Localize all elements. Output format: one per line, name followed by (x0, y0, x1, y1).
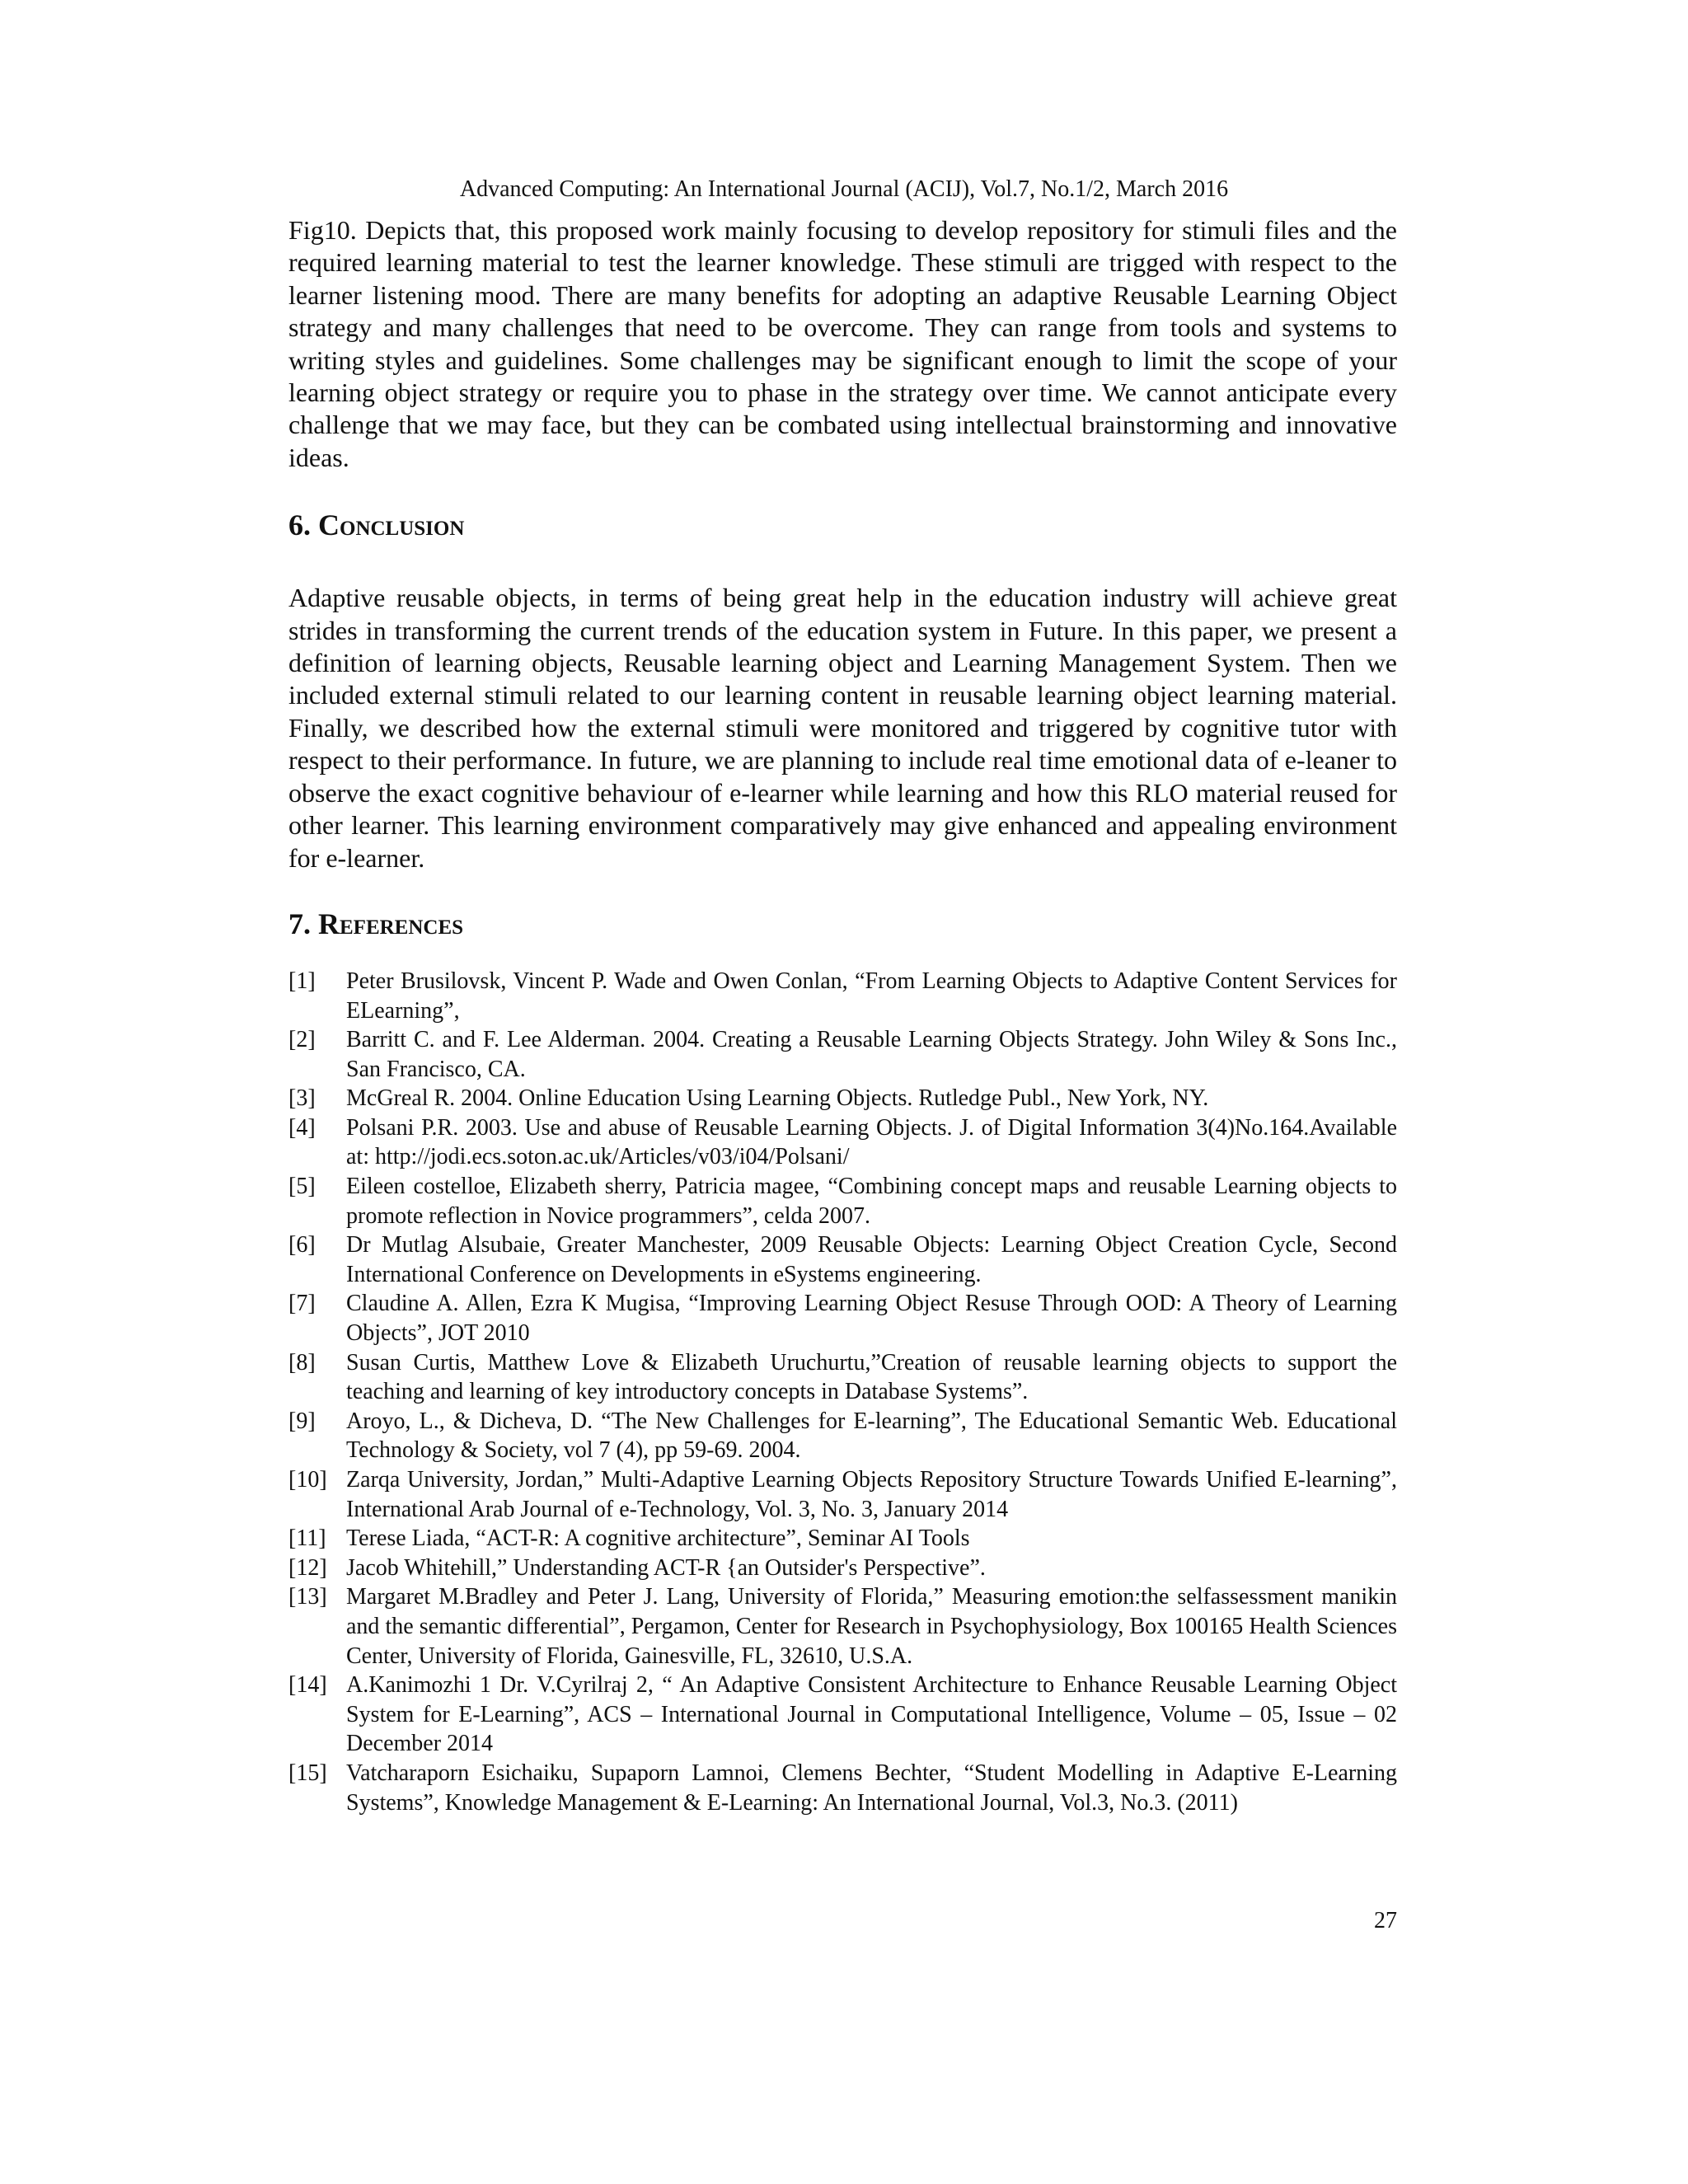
reference-text: Terese Liada, “ACT-R: A cognitive architecture”, Seminar AI Tools (346, 1526, 970, 1552)
reference-text: Susan Curtis, Matthew Love & Elizabeth Uruchurtu,”Creation of reusable learning objects to support the teaching and learning of key introductory concepts in Database Systems”. (346, 1349, 1397, 1405)
reference-list (288, 967, 1397, 1817)
reference-text: Barritt C. and F. Lee Alderman. 2004. Creating a Reusable Learning Objects Strategy. John Wiley & Sons Inc., San Francisco, CA. (346, 1027, 1397, 1082)
reference-text: Margaret M.Bradley and Peter J. Lang, University of Florida,” Measuring emotion:the selfassessment manikin and the semantic differential”, Pergamon, Center for Research in Psychophysiology, Box 100165 Health Sciences Center, University of Florida, Gainesville, FL, 32610, U.S.A. (346, 1584, 1397, 1669)
reference-number: [14] (288, 1672, 327, 1699)
reference-number: [5] (288, 1174, 316, 1200)
reference-item (288, 1348, 1397, 1407)
conclusion-heading: 6. Conclusion (288, 509, 465, 542)
reference-text: Dr Mutlag Alsubaie, Greater Manchester, 2009 Reusable Objects: Learning Object Creation Cycle, Second International Conference on Developments in eSystems engineering. (346, 1232, 1397, 1287)
conclusion-paragraph: Adaptive reusable objects, in terms of being great help in the education industry will achieve great strides in transforming the current trends of the education system in Future. In this paper, we present a definition of learning objects, Reusable learning object and Learning Management System. Then we included external stimuli related to our learning content in reusable learning object learning material. Finally, we described how the external stimuli were monitored and triggered by cognitive tutor with respect to their performance. In future, we are planning to include real time emotional data of e-leaner to observe the exact cognitive behaviour of e-learner while learning and how this RLO material reused for other learner. This learning environment comparatively may give enhanced and appealing environment for e-learner. (288, 583, 1397, 873)
intro-paragraph: Fig10. Depicts that, this proposed work mainly focusing to develop repository for stimuli files and the required learning material to test the learner knowledge. These stimuli are trigged with respect to the learner listening mood. There are many benefits for adopting an adaptive Reusable Learning Object strategy and many challenges that need to be overcome. They can range from tools and systems to writing styles and guidelines. Some challenges may be significant enough to limit the scope of your learning object strategy or require you to phase in the strategy over time. We cannot anticipate every challenge that we may face, but they can be combated using intellectual brainstorming and innovative ideas. (288, 215, 1397, 472)
reference-number: [6] (288, 1232, 316, 1258)
reference-number: [8] (288, 1349, 316, 1376)
reference-item (288, 1230, 1397, 1289)
reference-number: [10] (288, 1467, 327, 1493)
reference-number: [9] (288, 1408, 316, 1434)
reference-number: [15] (288, 1760, 327, 1786)
reference-text: Eileen costelloe, Elizabeth sherry, Patricia magee, “Combining concept maps and reusable Learning objects to promote reflection in Novice programmers”, celda 2007. (346, 1174, 1397, 1229)
reference-item (288, 1671, 1397, 1759)
reference-number: [13] (288, 1584, 327, 1610)
reference-item (288, 1289, 1397, 1347)
reference-text: Zarqa University, Jordan,” Multi-Adaptive Learning Objects Repository Structure Towards Unified E-learning”, International Arab Journal of e-Technology, Vol. 3, No. 3, January 2014 (346, 1467, 1397, 1522)
reference-text: Vatcharaporn Esichaiku, Supaporn Lamnoi, Clemens Bechter, “Student Modelling in Adaptive E-Learning Systems”, Knowledge Management & E-Learning: An International Journal, Vol.3, No.3. (2011) (346, 1760, 1397, 1816)
reference-item (288, 967, 1397, 1025)
reference-item (288, 1582, 1397, 1671)
reference-text: McGreal R. 2004. Online Education Using Learning Objects. Rutledge Publ., New York, NY. (346, 1085, 1209, 1112)
reference-number: [1] (288, 968, 316, 994)
reference-item (288, 1407, 1397, 1465)
reference-number: [11] (288, 1526, 326, 1552)
running-header: Advanced Computing: An International Journal (ACIJ), Vol.7, No.1/2, March 2016 (459, 176, 1229, 202)
reference-number: [12] (288, 1554, 327, 1581)
reference-text: Jacob Whitehill,” Understanding ACT-R {an Outsider's Perspective”. (346, 1554, 986, 1581)
reference-number: [4] (288, 1114, 316, 1141)
reference-item (288, 1465, 1397, 1524)
reference-item (288, 1554, 1397, 1583)
reference-item (288, 1759, 1397, 1817)
reference-item (288, 1524, 1397, 1554)
page-number: 27 (1374, 1908, 1397, 1933)
reference-number: [7] (288, 1291, 316, 1317)
reference-number: [3] (288, 1085, 316, 1112)
reference-item (288, 1172, 1397, 1230)
reference-text: Peter Brusilovsk, Vincent P. Wade and Owen Conlan, “From Learning Objects to Adaptive Content Services for ELearning”, (346, 968, 1397, 1024)
reference-item (288, 1084, 1397, 1113)
reference-number: [2] (288, 1027, 316, 1053)
reference-text: A.Kanimozhi 1 Dr. V.Cyrilraj 2, “ An Adaptive Consistent Architecture to Enhance Reusable Learning Object System for E-Learning”, ACS – International Journal in Computational Intelligence, Volume – 05, Issue – 02 December 2014 (346, 1672, 1397, 1757)
reference-text: Aroyo, L., & Dicheva, D. “The New Challenges for E-learning”, The Educational Semantic Web. Educational Technology & Society, vol 7 (4), pp 59-69. 2004. (346, 1408, 1397, 1464)
references-heading: 7. References (288, 907, 464, 940)
reference-item (288, 1025, 1397, 1084)
body-column (288, 214, 1397, 1817)
reference-text: Polsani P.R. 2003. Use and abuse of Reusable Learning Objects. J. of Digital Information 3(4)No.164.Available at: http://jodi.ecs.soton.ac.uk/Articles/v03/i04/Polsani/ (346, 1114, 1397, 1170)
reference-item (288, 1113, 1397, 1172)
reference-text: Claudine A. Allen, Ezra K Mugisa, “Improving Learning Object Resuse Through OOD: A Theory of Learning Objects”, JOT 2010 (346, 1291, 1397, 1347)
